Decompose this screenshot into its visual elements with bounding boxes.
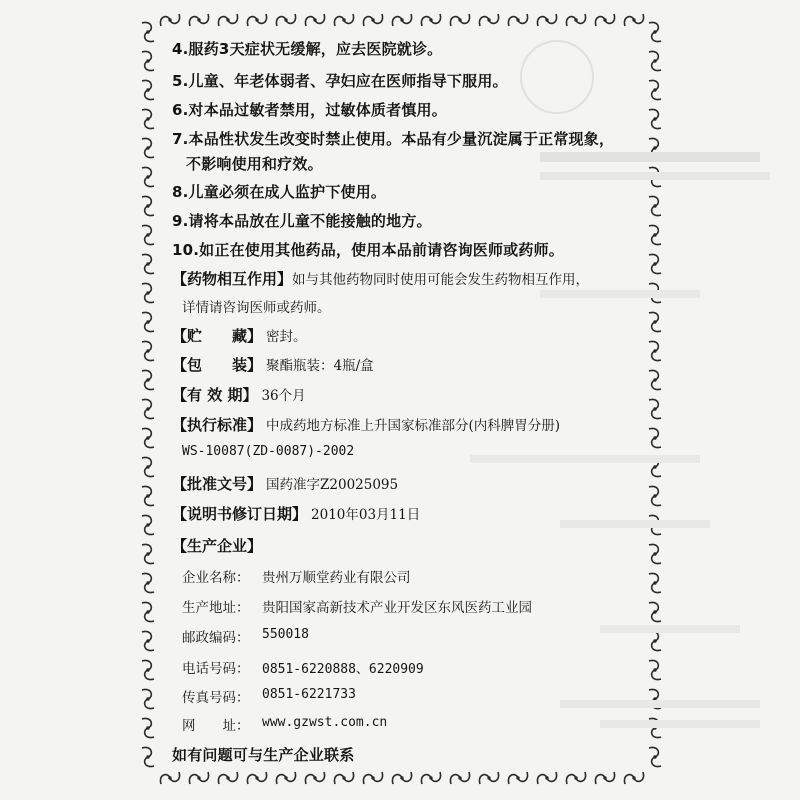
border-dot [314,19,316,21]
validity-value: 36个月 [261,388,306,404]
border-dot [575,19,577,21]
border-dot [654,466,656,468]
warning-item-8: 8.儿童必须在成人监护下使用。 [172,183,387,201]
package-section [172,354,374,375]
fax-label: 传真号码： [182,690,250,706]
border-dot [147,60,149,62]
revision-section [172,503,420,524]
border-dot [459,777,461,779]
border-dot [654,379,656,381]
border-dot [147,234,149,236]
border-dot [147,495,149,497]
border-dot [633,777,635,779]
standard-section [172,414,560,435]
border-dot [169,777,171,779]
border-dot [654,31,656,33]
border-dot [147,350,149,352]
approval-label: 【批准文号】 [172,475,263,493]
border-dot [147,524,149,526]
fax-value: 0851-6221733 [262,687,356,702]
border-dot [654,89,656,91]
border-dot [654,147,656,149]
border-dot [654,495,656,497]
border-dot [147,669,149,671]
border-dot [546,777,548,779]
border-dot [147,147,149,149]
border-dot [654,205,656,207]
website-label: 网 址： [182,718,250,734]
border-dot [654,60,656,62]
border-dot [459,19,461,21]
website-value: www.gzwst.com.cn [262,715,388,730]
interactions-label: 【药物相互作用】 [172,270,293,288]
warning-item-6: 6.对本品过敏者禁用，过敏体质者慎用。 [172,101,447,119]
storage-label: 【贮 藏】 [172,327,263,345]
border-dot [654,611,656,613]
border-dot [401,19,403,21]
border-dot [654,263,656,265]
border-dot [654,350,656,352]
border-dot [314,777,316,779]
border-dot [372,19,374,21]
border-dot [147,379,149,381]
address-value: 贵阳国家高新技术产业开发区东风医药工业园 [262,600,532,616]
approval-section [172,473,398,494]
postcode-value: 550018 [262,627,309,642]
border-dot [604,777,606,779]
border-dot [285,19,287,21]
approval-number: 国药准字Z20025095 [266,477,399,493]
revision-date: 2010年03月11日 [311,507,421,523]
border-dot [654,582,656,584]
storage-value: 密封。 [266,329,307,345]
border-dot [198,777,200,779]
border-dot [227,19,229,21]
postcode-label: 邮政编码： [182,630,250,646]
address-label: 生产地址： [182,600,250,616]
border-dot [198,19,200,21]
warning-item-7: 7.本品性状发生改变时禁止使用。本品有少量沉淀属于正常现象， [172,130,615,148]
warning-item-5: 5.儿童、年老体弱者、孕妇应在医师指导下服用。 [172,72,508,90]
package-value: 聚酯瓶装：4瓶/盒 [266,358,374,374]
interactions-section [172,268,589,289]
border-dot [227,777,229,779]
warning-item-10: 10.如正在使用其他药品，使用本品前请咨询医师或药师。 [172,241,564,259]
standard-value: 中成药地方标准上升国家标准部分(内科脾胃分册) [266,418,561,434]
phone-value: 0851-6220888、6220909 [262,662,424,677]
border-dot [147,321,149,323]
standard-label: 【执行标准】 [172,416,263,434]
border-dot [654,669,656,671]
border-dot [147,118,149,120]
border-dot [372,777,374,779]
border-dot [147,437,149,439]
border-dot [147,205,149,207]
border-dot [147,611,149,613]
validity-section [172,384,306,405]
border-dot [517,777,519,779]
border-dot [654,118,656,120]
border-dot [147,553,149,555]
company-name-value: 贵州万顺堂药业有限公司 [262,570,411,586]
interactions-text-continued: 详情请咨询医师或药师。 [182,300,331,316]
border-dot [147,727,149,729]
border-dot [147,89,149,91]
border-dot [147,263,149,265]
validity-label: 【有 效 期】 [172,386,258,404]
border-dot [488,19,490,21]
standard-code: WS-10087(ZD-0087)-2002 [182,444,355,459]
revision-label: 【说明书修订日期】 [172,505,308,523]
border-dot [604,19,606,21]
interactions-text: 如与其他药物同时使用可能会发生药物相互作用， [292,272,590,288]
manufacturer-label: 【生产企业】 [172,537,263,555]
border-dot [654,756,656,758]
border-dot [343,777,345,779]
border-dot [169,19,171,21]
border-dot [147,176,149,178]
border-dot [654,640,656,642]
border-dot [517,19,519,21]
border-dot [654,408,656,410]
border-dot [430,777,432,779]
warning-item-7-continued: 不影响使用和疗效。 [186,155,323,173]
border-dot [147,466,149,468]
border-dot [147,292,149,294]
warning-item-4: 4.服药3天症状无缓解，应去医院就诊。 [172,40,443,58]
border-dot [147,756,149,758]
border-dot [654,553,656,555]
border-dot [654,437,656,439]
phone-label: 电话号码： [182,661,250,677]
footer-note: 如有问题可与生产企业联系 [172,746,355,764]
company-name-label: 企业名称： [182,570,250,586]
package-label: 【包 装】 [172,356,263,374]
border-dot [147,31,149,33]
border-dot [654,234,656,236]
border-dot [575,777,577,779]
warning-item-9: 9.请将本品放在儿童不能接触的地方。 [172,212,432,230]
storage-section [172,325,307,346]
border-dot [401,777,403,779]
border-dot [147,582,149,584]
border-dot [343,19,345,21]
border-dot [147,698,149,700]
manufacturer-section [172,535,262,556]
border-dot [256,777,258,779]
border-dot [285,777,287,779]
border-dot [430,19,432,21]
border-dot [147,408,149,410]
border-dot [147,640,149,642]
border-dot [546,19,548,21]
border-dot [488,777,490,779]
border-dot [654,321,656,323]
border-dot [633,19,635,21]
border-dot [256,19,258,21]
